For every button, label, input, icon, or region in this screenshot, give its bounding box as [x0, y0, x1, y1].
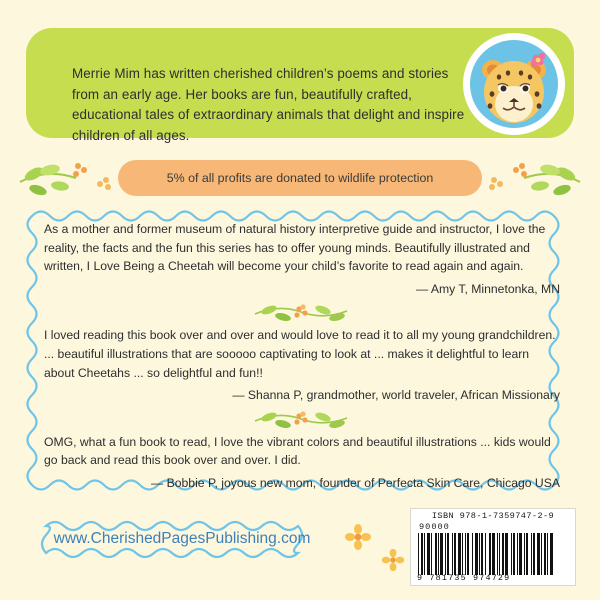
flower-decoration-icon [382, 549, 404, 576]
review-item [44, 433, 560, 493]
review-attribution: — Bobbie P, joyous new mom, founder of Perfecta Skin Care, Chicago USA [151, 475, 560, 490]
flower-small-2 [382, 549, 404, 571]
leaf-decoration-right-icon [464, 152, 584, 204]
ean-digits-text: 9 781735 974729 [417, 573, 511, 583]
cheetah-portrait-illustration [466, 36, 562, 132]
reviews-list [44, 220, 560, 495]
review-item [44, 220, 560, 298]
leaf-vine-right [464, 152, 584, 204]
review-attribution: — Shanna P, grandmother, world traveler, African Missionary [232, 388, 560, 403]
review-body: OMG, what a fun book to read, I love the vibrant colors and beautiful illustrations ... kids would go back and read this book over and over. I did. [44, 434, 551, 468]
flower-decoration-icon [345, 524, 371, 555]
review-item [44, 326, 560, 404]
barcode-bars [418, 533, 568, 575]
author-bio-text: Merrie Mim has written cherished children’s poems and stories from an early age. Her books are fun, beautifully crafted, educational tales of extraordinary animals that delight and inspire children of all ages. [72, 66, 465, 143]
donation-banner [118, 160, 482, 196]
website-url-text[interactable]: www.CherishedPagesPublishing.com [53, 530, 311, 547]
isbn-number-text: ISBN 978-1-7359747-2-9 [431, 511, 555, 521]
price-code-text: 90000 [419, 522, 450, 532]
reviews-panel [22, 206, 578, 492]
publisher-website[interactable] [38, 518, 326, 560]
review-body: As a mother and former museum of natural history interpretive guide and instructor, I love the reality, the facts and the fun this series has to offer young minds. Beautifully illustrated and written, I Love Being a Cheetah will become your child’s favorite to read again and again. [44, 222, 546, 274]
floral-divider-icon [44, 407, 560, 433]
floral-divider-1 [227, 302, 377, 324]
floral-divider-icon [44, 300, 560, 326]
flower-small-1 [345, 524, 371, 550]
floral-divider-2 [227, 409, 377, 431]
review-attribution: — Amy T, Minnetonka, MN [415, 281, 560, 296]
review-body: I loved reading this book over and over and would love to read it to all my young grandchildren. ... beautiful illustrations that are sooooo captivating to look at ... makes it delightful to learn about Cheetahs ... so delightful and fun!! [44, 328, 556, 380]
author-bio-panel [26, 28, 574, 143]
cheetah-portrait-icon [466, 36, 562, 132]
isbn-barcode [410, 508, 576, 586]
donation-banner-text: 5% of all profits are donated to wildlife protection [166, 171, 434, 185]
